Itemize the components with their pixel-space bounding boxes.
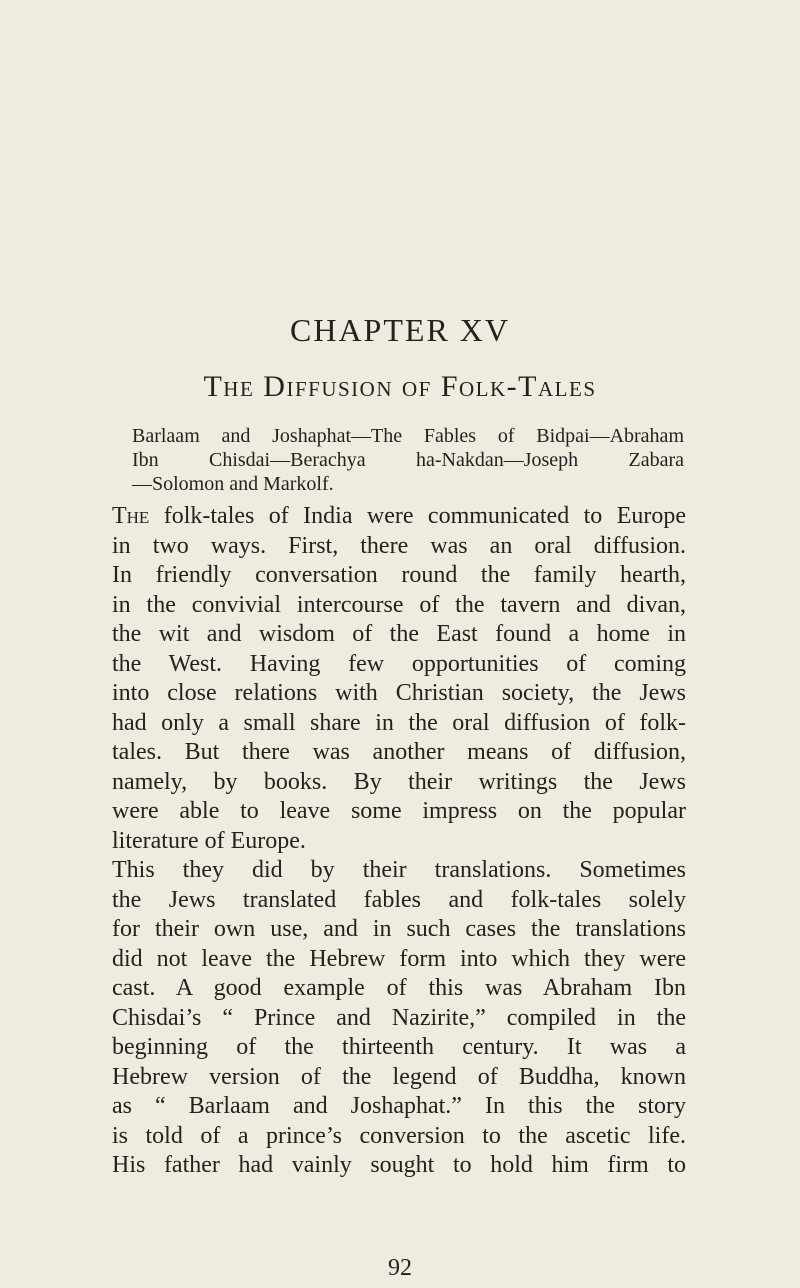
body-line: did not leave the Hebrew form into which they were: [112, 945, 686, 972]
summary-line: —Solomon and Markolf.: [132, 473, 334, 495]
body-line: This they did by their translations. Sometimes: [112, 857, 686, 883]
body-line: In friendly conversation round the family hearth,: [112, 562, 686, 588]
chapter-summary: [132, 424, 684, 496]
body-line: Chisdai’s “ Prince and Nazirite,” compiled in the: [112, 1004, 686, 1031]
body-line: into close relations with Christian society, the Jews: [112, 680, 686, 706]
body-line: [112, 502, 686, 532]
body-line: the wit and wisdom of the East found a home in: [112, 621, 686, 647]
body-line: Hebrew version of the legend of Buddha, known: [112, 1063, 686, 1090]
chapter-heading: CHAPTER XV: [289, 312, 510, 348]
body-line: His father had vainly sought to hold him firm to: [112, 1152, 686, 1178]
body-line: literature of Europe.: [112, 827, 306, 854]
body-line-text: folk-tales of India were communicated to Europe: [149, 503, 686, 529]
body-line: were able to leave some impress on the popular: [112, 798, 686, 824]
body-line: in the convivial intercourse of the tavern and divan,: [112, 591, 686, 618]
body-line: as “ Barlaam and Joshaphat.” In this the story: [112, 1093, 686, 1119]
body-first-word: The: [112, 503, 150, 529]
chapter-title: The Diffusion of Folk-Tales: [203, 370, 597, 403]
body-line: cast. A good example of this was Abraham Ibn: [112, 975, 686, 1001]
body-line: namely, by books. By their writings the Jews: [112, 768, 686, 795]
page-number: 92: [388, 1255, 412, 1281]
body-line: had only a small share in the oral diffusion of folk-: [112, 709, 686, 736]
body-line: the West. Having few opportunities of coming: [112, 650, 686, 677]
body-line: tales. But there was another means of diffusion,: [112, 739, 686, 765]
body-line: in two ways. First, there was an oral diffusion.: [112, 532, 686, 559]
body-line: is told of a prince’s conversion to the ascetic life.: [112, 1122, 686, 1149]
summary-line: Ibn Chisdai—Berachya ha-Nakdan—Joseph Zabara: [132, 449, 684, 471]
body-line: the Jews translated fables and folk-tales solely: [112, 886, 686, 913]
body-text: [112, 502, 686, 1181]
body-line: beginning of the thirteenth century. It was a: [112, 1034, 686, 1060]
body-line: for their own use, and in such cases the translations: [112, 916, 686, 942]
summary-line: Barlaam and Joshaphat—The Fables of Bidpai—Abraham: [132, 425, 684, 447]
